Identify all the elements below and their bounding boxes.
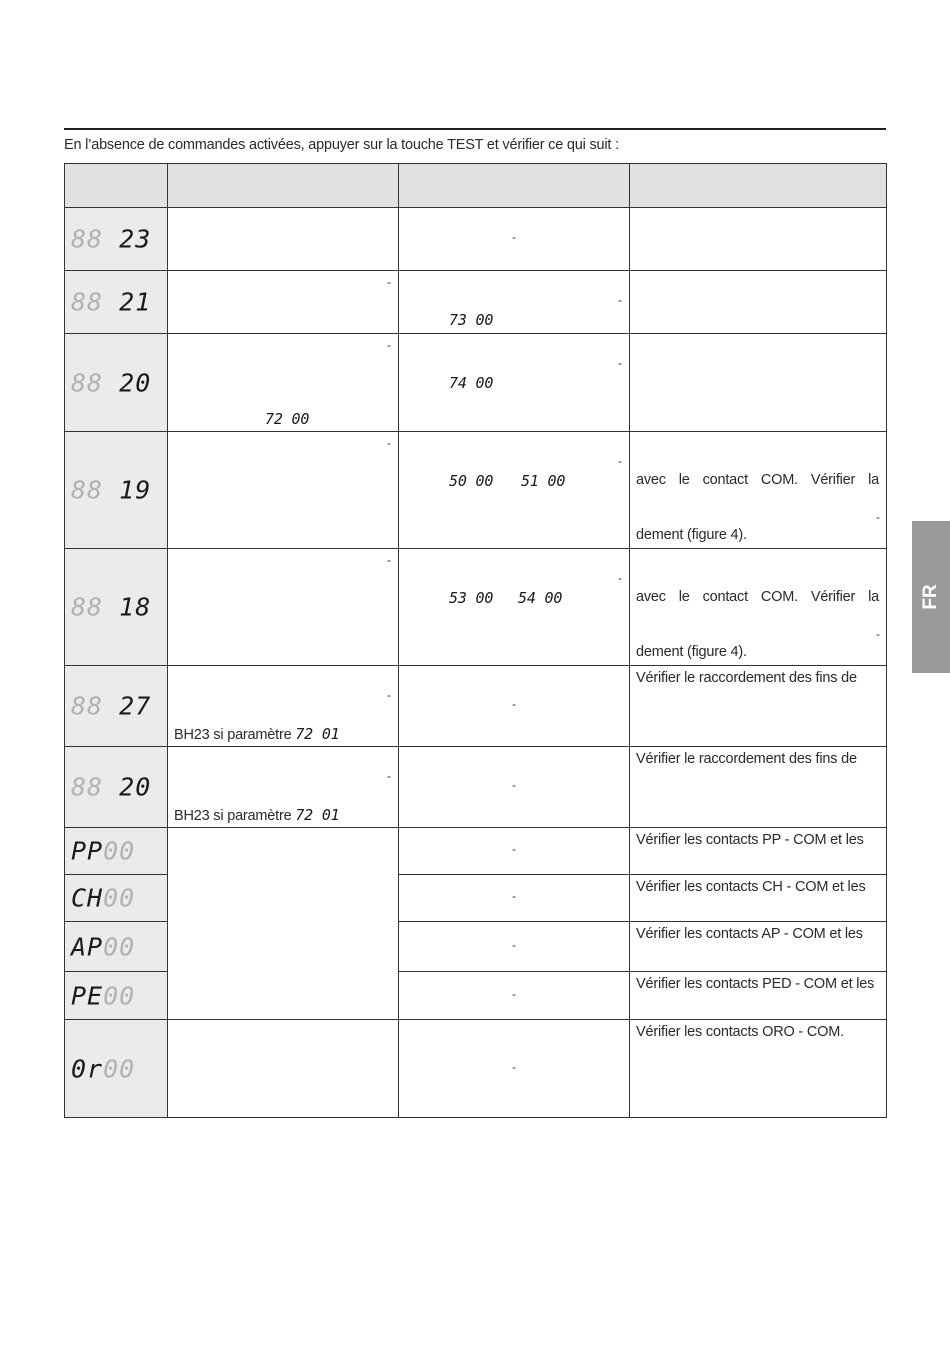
description-cell: [168, 549, 399, 666]
check-text: Vérifier les contacts CH - COM et les: [636, 879, 866, 895]
description-cell: [168, 432, 399, 549]
description-cell: [168, 271, 399, 334]
dash-mark: -: [512, 842, 516, 856]
display-code-cell: [65, 922, 168, 972]
display-code: 88 23: [71, 224, 152, 254]
parameter-value: 51 00: [521, 472, 566, 490]
display-code: 0r00: [71, 1054, 136, 1083]
check-text: Vérifier le raccordement des fins de: [636, 751, 857, 767]
dash-mark: -: [512, 778, 516, 792]
check-text: avec le contact COM. Vérifier la: [636, 472, 879, 488]
result-cell: [399, 208, 630, 271]
check-cell: [630, 972, 887, 1020]
dash-mark: -: [618, 356, 622, 370]
parameter-value: 72 01: [295, 725, 340, 743]
result-cell: [399, 549, 630, 666]
dash-mark: -: [512, 1060, 516, 1074]
check-cell: [630, 1020, 887, 1118]
result-cell: [399, 334, 630, 432]
display-code-cell: [65, 972, 168, 1020]
result-cell: [399, 271, 630, 334]
display-code: AP00: [71, 932, 136, 961]
dash-mark: -: [876, 627, 880, 641]
result-cell: [399, 1020, 630, 1118]
dash-mark: -: [387, 769, 391, 783]
result-cell: [399, 747, 630, 828]
dash-mark: -: [512, 987, 516, 1001]
check-cell: [630, 666, 887, 747]
check-cell: [630, 334, 887, 432]
table-row: [65, 747, 887, 828]
display-code: PE00: [71, 981, 136, 1010]
description-cell: [168, 1020, 399, 1118]
language-tab-label: FR: [920, 584, 941, 610]
display-code: PP00: [71, 836, 136, 866]
table-row: [65, 828, 887, 875]
check-cell: [630, 208, 887, 271]
header-cell: [399, 164, 630, 208]
description-text: BH23 si paramètre 72 01: [174, 725, 340, 743]
display-code: 88 20: [71, 368, 152, 397]
display-code-cell: [65, 334, 168, 432]
dash-mark: -: [618, 454, 622, 468]
language-tab: [912, 521, 950, 673]
check-text: dement (figure 4).: [636, 527, 747, 543]
parameter-value: 73 00: [449, 311, 494, 329]
parameter-value: 74 00: [449, 374, 494, 392]
dash-mark: -: [876, 510, 880, 524]
table-row: [65, 666, 887, 747]
dash-mark: -: [512, 938, 516, 952]
header-cell: [65, 164, 168, 208]
display-code-cell: [65, 1020, 168, 1118]
display-code-cell: [65, 208, 168, 271]
description-text: BH23 si paramètre 72 01: [174, 806, 340, 824]
dash-mark: -: [387, 338, 391, 352]
test-table: [64, 163, 887, 1118]
description-cell: [168, 828, 399, 1020]
parameter-value: 72 01: [295, 806, 340, 824]
header-cell: [630, 164, 887, 208]
display-code: 88 19: [71, 475, 152, 505]
table-row: [65, 271, 887, 334]
parameter-value: 53 00: [449, 589, 494, 607]
check-cell: [630, 747, 887, 828]
dash-mark: -: [512, 889, 516, 903]
check-text: dement (figure 4).: [636, 644, 747, 660]
description-cell: [168, 666, 399, 747]
display-code: 88 27: [71, 691, 152, 721]
result-cell: [399, 875, 630, 922]
result-cell: [399, 922, 630, 972]
check-text: Vérifier les contacts AP - COM et les: [636, 926, 863, 942]
result-cell: [399, 828, 630, 875]
display-code-cell: [65, 747, 168, 828]
display-code: 88 18: [71, 592, 152, 622]
check-cell: [630, 875, 887, 922]
display-code: 88 20: [71, 772, 152, 802]
display-code: CH00: [71, 883, 136, 913]
check-cell: [630, 922, 887, 972]
header-cell: [168, 164, 399, 208]
check-text: Vérifier les contacts ORO - COM.: [636, 1024, 844, 1040]
dash-mark: -: [387, 436, 391, 450]
table-header-row: [65, 164, 887, 208]
table-row: [65, 432, 887, 549]
display-code-cell: [65, 666, 168, 747]
intro-text: En l’absence de commandes activées, appuyer sur la touche TEST et vérifier ce qui suit :: [64, 137, 619, 153]
parameter-value: 72 00: [265, 410, 310, 428]
table-row: [65, 1020, 887, 1118]
check-cell: [630, 549, 887, 666]
check-cell: [630, 271, 887, 334]
table-row: [65, 208, 887, 271]
result-cell: [399, 432, 630, 549]
check-text: avec le contact COM. Vérifier la: [636, 589, 879, 605]
display-code: 88 21: [71, 287, 152, 317]
dash-mark: -: [387, 553, 391, 567]
dash-mark: -: [512, 697, 516, 711]
check-text: Vérifier les contacts PP - COM et les: [636, 832, 864, 848]
table-row: [65, 549, 887, 666]
table-row: [65, 334, 887, 432]
check-cell: [630, 432, 887, 549]
description-cell: [168, 334, 399, 432]
display-code-cell: [65, 549, 168, 666]
result-cell: [399, 972, 630, 1020]
check-text: Vérifier le raccordement des fins de: [636, 670, 857, 686]
result-cell: [399, 666, 630, 747]
dash-mark: -: [618, 571, 622, 585]
check-cell: [630, 828, 887, 875]
description-cell: [168, 747, 399, 828]
dash-mark: -: [512, 230, 516, 244]
top-rule: [64, 128, 886, 130]
dash-mark: -: [387, 275, 391, 289]
check-text: Vérifier les contacts PED - COM et les: [636, 976, 875, 992]
display-code-cell: [65, 271, 168, 334]
description-cell: [168, 208, 399, 271]
display-code-cell: [65, 828, 168, 875]
parameter-value: 54 00: [518, 589, 563, 607]
dash-mark: -: [618, 293, 622, 307]
dash-mark: -: [387, 688, 391, 702]
parameter-value: 50 00: [449, 472, 494, 490]
display-code-cell: [65, 875, 168, 922]
display-code-cell: [65, 432, 168, 549]
